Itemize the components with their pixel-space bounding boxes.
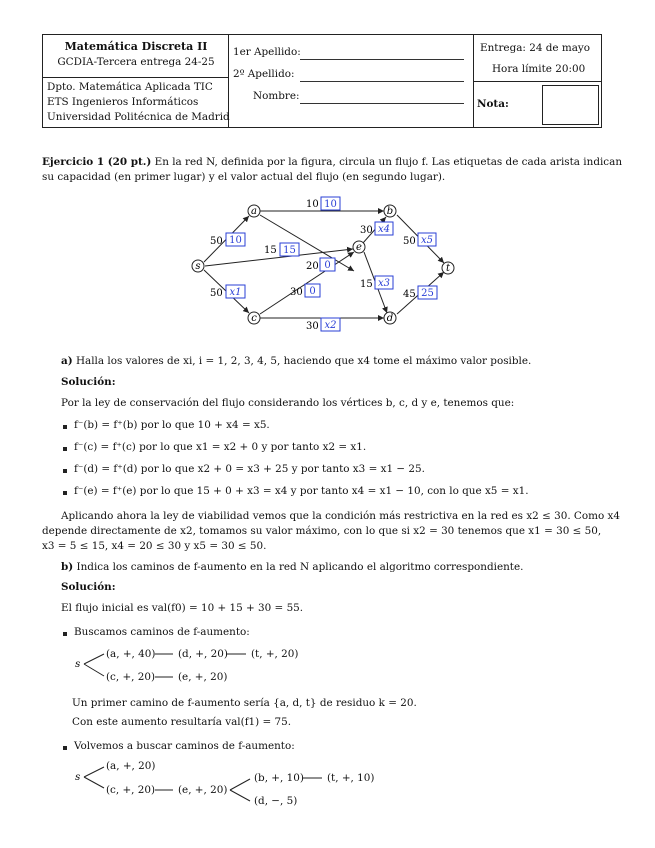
cap-ce: 30 [290, 287, 303, 298]
node-a-label: a [251, 206, 257, 217]
part-a-bullet-4: f⁻(e) = f⁺(e) por lo que 15 + 0 + x3 = x4 y por tanto x4 = x1 − 10, con lo que x5 = x1. [74, 485, 529, 497]
tree2-node-d: (d, −, 5) [254, 795, 298, 807]
node-b-label: b [386, 206, 394, 217]
node-d-label: d [386, 313, 394, 324]
part-b-statement [61, 561, 523, 573]
tree2-node-e: (e, +, 20) [178, 784, 228, 796]
part-b-bullet-1: Buscamos caminos de f-aumento: [74, 626, 250, 638]
part-b-result-2: Con este aumento resultaría val(f1) = 75. [72, 716, 292, 728]
part-a-bullet-1: f⁻(b) = f⁺(b) por lo que 10 + x4 = x5. [74, 419, 270, 431]
bullet-marker [63, 746, 67, 750]
nota-label: Nota: [477, 98, 509, 110]
tree2-node-t: (t, +, 10) [327, 772, 375, 784]
cap-cd: 30 [306, 321, 319, 332]
flow-network-figure [0, 0, 655, 345]
augment-tree-2 [0, 755, 655, 815]
dept-line-2: ETS Ingenieros Informáticos [47, 96, 199, 108]
part-a-text: Halla los valores de xi, i = 1, 2, 3, 4, 5, haciendo que x4 tome el máximo valor posible. [75, 355, 532, 367]
hora-limite: Hora límite 20:00 [492, 63, 586, 75]
tree1-node-a: (a, +, 40) [106, 648, 156, 660]
part-b-label: b) [61, 561, 74, 573]
exercise-intro-2: su capacidad (en primer lugar) y el valor actual del flujo (en segundo lugar). [42, 171, 446, 183]
part-a-p2-line-2: depende directamente de x2, tomamos su valor máximo, con lo que si x2 = 30 tenemos que x1 = 30 ≤ 50, [42, 525, 602, 537]
tree1-node-d: (d, +, 20) [178, 648, 228, 660]
part-a-statement [61, 355, 531, 367]
node-t-label: t [445, 263, 451, 274]
bullet-marker [63, 447, 67, 451]
flow-sa: 10 [229, 235, 242, 246]
tree2-node-c: (c, +, 20) [106, 784, 156, 796]
apellido1-label: 1er Apellido: [233, 46, 301, 58]
exercise-title: Ejercicio 1 (20 pt.) [42, 156, 152, 168]
tree2-node-a: (a, +, 20) [106, 760, 156, 772]
flow-ed: x3 [377, 278, 391, 289]
part-a-p1: Por la ley de conservación del flujo considerando los vértices b, c, d y e, tenemos que: [61, 397, 515, 409]
flow-cd: x2 [324, 320, 337, 331]
flow-ab: 10 [324, 199, 337, 210]
bullet-marker [63, 425, 67, 429]
course-title: Matemática Discreta II [64, 40, 208, 53]
part-b-p1: El flujo inicial es val(f0) = 10 + 15 + 30 = 55. [61, 602, 304, 614]
cap-ed: 15 [360, 279, 373, 290]
tree2-node-b: (b, +, 10) [254, 772, 304, 784]
apellido2-label: 2º Apellido: [233, 68, 295, 80]
dept-line-3: Universidad Politécnica de Madrid [47, 111, 230, 123]
tree1-node-e: (e, +, 20) [178, 671, 228, 683]
tree1-node-t: (t, +, 20) [251, 648, 299, 660]
bullet-marker [63, 469, 67, 473]
cap-bt: 50 [403, 236, 416, 247]
node-e-label: e [356, 242, 362, 253]
flow-ae: 15 [283, 245, 296, 256]
flow-ce: 0 [309, 286, 316, 297]
flow-bt: x5 [420, 235, 434, 246]
part-b-bullet-2: Volvemos a buscar caminos de f-aumento: [74, 740, 295, 752]
flow-eb: x4 [377, 224, 391, 235]
bullet-marker [63, 491, 67, 495]
part-a-label: a) [61, 355, 73, 367]
node-s-label: s [195, 261, 201, 272]
part-b-text: Indica los caminos de f-aumento en la red N aplicando el algoritmo correspondiente. [76, 561, 524, 573]
cap-dt: 45 [403, 289, 416, 300]
part-a-p2-line-1: Aplicando ahora la ley de viabilidad vemos que la condición más restrictiva en la red es x2 ≤ 30. Como x4 [61, 510, 621, 522]
exercise-intro-1: En la red N, definida por la figura, circula un flujo f. Las etiquetas de cada arista indican [154, 156, 623, 168]
dept-line-1: Dpto. Matemática Aplicada TIC [47, 81, 213, 93]
part-a-bullet-2: f⁻(c) = f⁺(c) por lo que x1 = x2 + 0 y por tanto x2 = x1. [74, 441, 367, 453]
flow-se: 0 [324, 260, 331, 271]
augment-tree-1 [0, 640, 655, 690]
cap-se: 20 [306, 261, 319, 272]
flow-dt: 25 [421, 288, 434, 299]
entrega-date: Entrega: 24 de mayo [480, 42, 591, 54]
bullet-marker [63, 632, 67, 636]
tree1-root: s [75, 658, 81, 670]
part-b-result-1: Un primer camino de f-aumento sería {a, d, t} de residuo k = 20. [72, 697, 417, 709]
flow-sc: x1 [229, 287, 242, 298]
tree2-root: s [75, 771, 81, 783]
cap-ab: 10 [306, 199, 319, 210]
cap-eb: 30 [360, 225, 373, 236]
cap-sc: 50 [210, 288, 223, 299]
course-subtitle: GCDIA-Tercera entrega 24-25 [57, 56, 215, 68]
nombre-label: Nombre: [253, 90, 300, 102]
part-a-solucion: Solución: [61, 376, 116, 388]
part-b-solucion: Solución: [61, 581, 116, 593]
cap-ae: 15 [264, 245, 277, 256]
cap-sa: 50 [210, 236, 223, 247]
node-c-label: c [251, 313, 257, 324]
tree1-node-c: (c, +, 20) [106, 671, 156, 683]
part-a-p2-line-3: x3 = 5 ≤ 15, x4 = 20 ≤ 30 y x5 = 30 ≤ 50. [42, 540, 267, 552]
part-a-bullet-3: f⁻(d) = f⁺(d) por lo que x2 + 0 = x3 + 25 y por tanto x3 = x1 − 25. [74, 463, 425, 475]
